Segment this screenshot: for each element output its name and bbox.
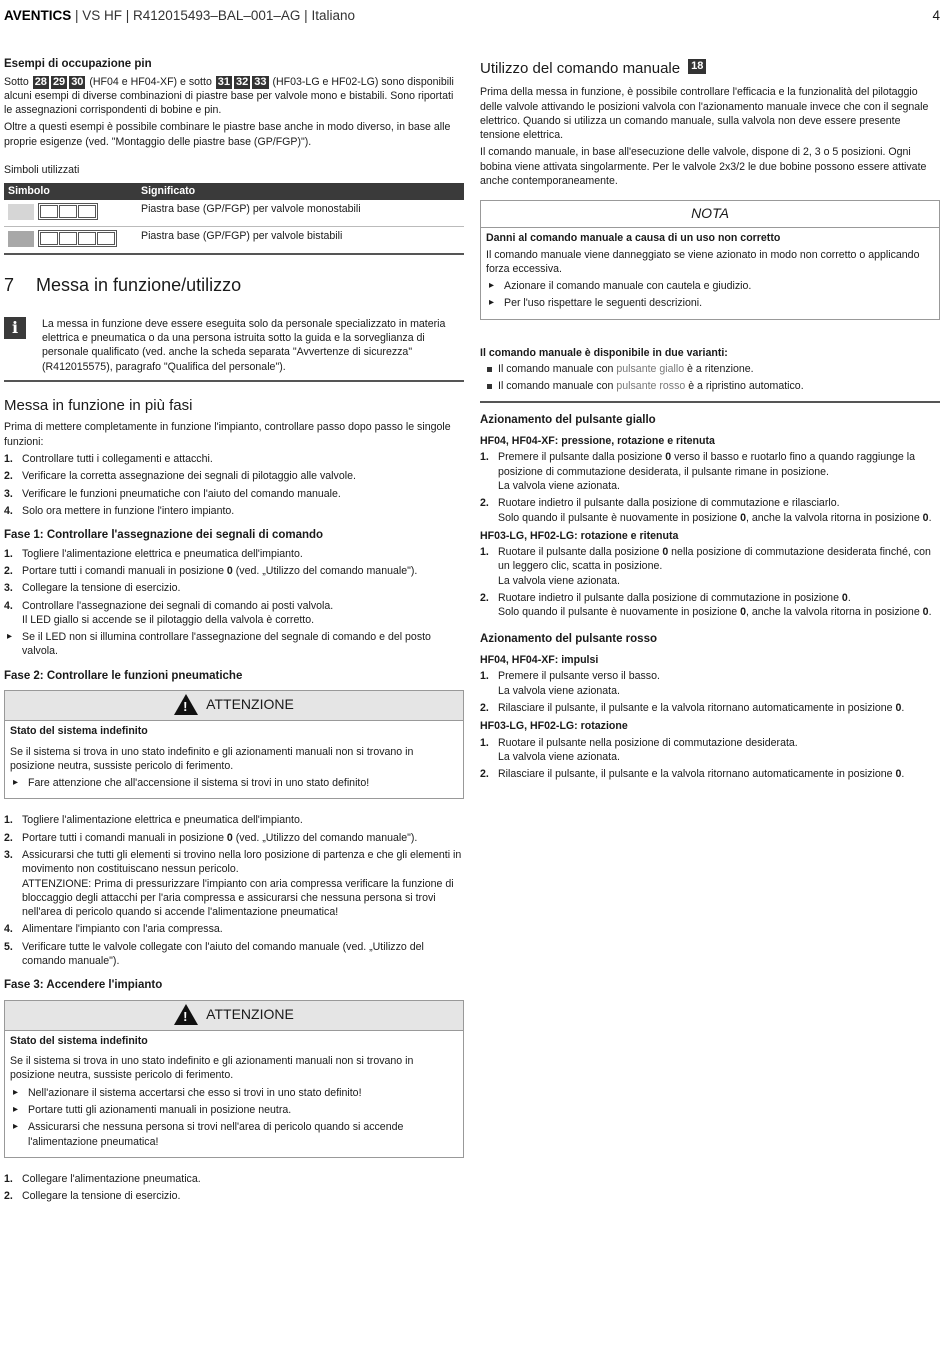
- warning-box: ! ATTENZIONE Stato del sistema indefinito Se il sistema si trova in uno stato indefinito e gli azionamenti manuali non si trovano in posizione neutra, sussiste pericolo di ferimento. ▸ Nell'azionare il sistema accertarsi che esso si trovi in uno stato definito! ▸ Portare tutti gli azionamenti manuali in posizione neutra. ▸ Assicurarsi che nessuna persona si trovi nell'area di pericolo quando si accende l'alimentazione pneumatica!: [4, 1000, 464, 1158]
- cm-title: Utilizzo del comando manuale 18: [480, 59, 940, 79]
- fig-badge: 31: [217, 75, 231, 88]
- red-hf04-list: [480, 669, 940, 715]
- list-item: 1. Togliere l'alimentazione elettrica e pneumatica dell'impianto.: [4, 547, 303, 560]
- fase3-title: Fase 3: Accendere l'impianto: [4, 979, 163, 992]
- info-icon: i: [4, 317, 26, 339]
- section-7-heading: 7 Messa in funzione/utilizzo: [4, 274, 242, 295]
- col-header-symbol: Simbolo: [4, 183, 137, 199]
- list-item: ▸ Se il LED non si illumina controllare l'assegnazione del segnale di comando e del posto valvola.: [4, 630, 464, 659]
- fig-badge: 29: [52, 75, 66, 88]
- red-hf04-title: HF04, HF04-XF: impulsi: [480, 654, 599, 667]
- list-item: 1. Ruotare il pulsante nella posizione di commutazione desiderata. La valvola viene azionata.: [480, 736, 798, 763]
- red-hf03-title: HF03-LG, HF02-LG: rotazione: [480, 720, 628, 733]
- list-item: 2. Verificare la corretta assegnazione dei segnali di pilotaggio alle valvole.: [4, 470, 356, 483]
- fase2-title: Fase 2: Controllare le funzioni pneumatiche: [4, 669, 243, 682]
- table-row: [4, 226, 464, 254]
- fasi-title: Messa in funzione in più fasi: [4, 397, 193, 415]
- list-item: 1. Controllare tutti i collegamenti e attacchi.: [4, 452, 213, 465]
- list-item: 2. Rilasciare il pulsante, il pulsante e la valvola ritornano automaticamente in posizione 0.: [480, 768, 905, 781]
- left-column: [4, 57, 464, 1207]
- info-text: La messa in funzione deve essere eseguita solo da personale specializzato in materia elettrica e pneumatica o da una persona istruita sotto la guida e la sorveglianza di personale qualificato (ved. anche la scheda separata "Avvertenze di sicurezza" (R412015575), paragrafo "Qualifica del personale").: [42, 317, 446, 373]
- fig-badge: 18: [688, 59, 706, 74]
- table-cell: Piastra base (GP/FGP) per valvole bistabili: [137, 226, 464, 254]
- yellow-hf04-title: HF04, HF04-XF: pressione, rotazione e ritenuta: [480, 435, 715, 448]
- fase3-list: [4, 1172, 464, 1204]
- occ-paragraph-1: Sotto 28 29 30 (HF04 e HF04-XF) e sotto 31 32 33 (HF03-LG e HF02-LG) sono disponibili alcuni esempi di diverse combinazioni di piastre base per valvole mono e bistabili. Sono riportati le assegnazioni corrispondenti di bobine e pin.: [4, 75, 454, 117]
- yellow-hf03-list: [480, 545, 940, 619]
- header-doc: | VS HF | R412015493–BAL–001–AG | Italiano: [71, 8, 355, 23]
- yellow-hf03-title: HF03-LG, HF02-LG: rotazione e ritenuta: [480, 529, 679, 542]
- list-item: 2. Rilasciare il pulsante, il pulsante e la valvola ritornano automaticamente in posizione 0.: [480, 702, 905, 715]
- list-item: 3. Collegare la tensione di esercizio.: [4, 582, 181, 595]
- symbols-title: Simboli utilizzati: [4, 164, 80, 176]
- cm-paragraph-2: Il comando manuale, in base all'esecuzione delle valvole, dispone di 2, 3 o 5 posizioni. Ogni bobina viene attivata singolarmente. Per le valvole 2x3/2 le due bobine possono essere attivate anche contemporaneamente.: [480, 146, 927, 188]
- fase1-bullets: [4, 630, 464, 659]
- list-item: 4. Controllare l'assegnazione dei segnali di comando ai posti valvola. Il LED giallo si accende se il pilotaggio della valvola è corretto.: [4, 599, 334, 626]
- list-item: 1. Togliere l'alimentazione elettrica e pneumatica dell'impianto.: [4, 814, 303, 827]
- page-number: 4: [932, 8, 940, 23]
- fase2-list: [4, 813, 464, 968]
- list-item: 3. Verificare le funzioni pneumatiche con l'aiuto del comando manuale.: [4, 487, 341, 500]
- red-title: Azionamento del pulsante rosso: [480, 632, 657, 645]
- fasi-list: [4, 452, 464, 518]
- table-cell: Piastra base (GP/FGP) per valvole monostabili: [137, 200, 464, 227]
- yellow-title: Azionamento del pulsante giallo: [480, 413, 656, 426]
- list-item: 2. Ruotare indietro il pulsante dalla posizione di commutazione e rilasciarlo. Solo quando il pulsante è nuovamente in posizione 0, anche la valvola ritorna in posizione 0.: [480, 497, 932, 524]
- info-box: [4, 317, 464, 382]
- warning-triangle-icon: !: [174, 694, 198, 715]
- fig-badge: 33: [254, 75, 267, 88]
- list-item: 1. Premere il pulsante verso il basso. La valvola viene azionata.: [480, 670, 660, 697]
- page-header: [4, 7, 355, 25]
- symbols-table: [4, 183, 464, 254]
- col-header-meaning: Significato: [137, 183, 464, 199]
- brand: AVENTICS: [4, 8, 72, 23]
- table-row: [4, 200, 464, 227]
- right-column: [480, 57, 940, 785]
- bi-swatch: [8, 231, 34, 247]
- occ-title: Esempi di occupazione pin: [4, 58, 152, 70]
- list-item: 1. Ruotare il pulsante dalla posizione 0 nella posizione di commutazione desiderata finché, con un leggero clic, scatta in posizione. La valvola viene azionata.: [480, 546, 931, 587]
- list-item: 1. Collegare l'alimentazione pneumatica.: [4, 1172, 201, 1185]
- warning-triangle-icon: !: [174, 1004, 198, 1025]
- list-item: 4. Alimentare l'impianto con l'aria compressa.: [4, 923, 223, 936]
- yellow-hf04-list: [480, 450, 940, 524]
- fig-badge: 30: [71, 75, 84, 88]
- list-item: Il comando manuale con pulsante giallo è a ritenzione.: [480, 362, 940, 376]
- list-item: 2. Portare tutti i comandi manuali in posizione 0 (ved. „Utilizzo del comando manuale").: [4, 564, 418, 577]
- mono-swatch: [8, 204, 34, 220]
- list-item: 2. Ruotare indietro il pulsante dalla posizione di commutazione in posizione 0. Solo quando il pulsante è nuovamente in posizione 0, anche la valvola ritorna in posizione 0.: [480, 592, 932, 619]
- list-item: 2. Portare tutti i comandi manuali in posizione 0 (ved. „Utilizzo del comando manuale").: [4, 831, 418, 844]
- red-hf03-list: [480, 736, 940, 782]
- list-item: 1. Premere il pulsante dalla posizione 0 verso il basso e ruotarlo fino a quando raggiunge la posizione di commutazione desiderata, il pulsante rimane in posizione. La valvola viene azionata.: [480, 451, 915, 492]
- list-item: 2. Collegare la tensione di esercizio.: [4, 1190, 181, 1203]
- mono-plate-icon: [38, 203, 98, 220]
- note-box: NOTA Danni al comando manuale a causa di un uso non corretto Il comando manuale viene danneggiato se viene azionato in modo non corretto o applicando forza eccessiva. ▸ Azionare il comando manuale con cautela e giudizio. ▸ Per l'uso rispettare le seguenti descrizioni.: [480, 200, 940, 319]
- fase1-list: [4, 547, 464, 627]
- warning-box: ! ATTENZIONE Stato del sistema indefinito Se il sistema si trova in uno stato indefinito e gli azionamenti manuali non si trovano in posizione neutra, sussiste pericolo di ferimento. ▸ Fare attenzione che all'accensione il sistema si trovi in uno stato definito!: [4, 690, 464, 799]
- variants-block: Il comando manuale è disponibile in due varianti: Il comando manuale con pulsante giallo è a ritenzione. Il comando manuale con pulsante rosso è a ripristino automatico.: [480, 346, 940, 403]
- fig-badge: 32: [236, 75, 249, 88]
- list-item: 3. Assicurarsi che tutti gli elementi si trovino nella loro posizione di partenza e che gli elementi in movimento non costituiscano nessun pericolo. ATTENZIONE: Prima di pressurizzare l'impianto con aria compressa verificare la funzione di bloccaggio degli attacchi per l'aria compressa e assicurarsi che nessuna persona si trovi nell'area di pericolo quando si accende l'alimentazione pneumatica!: [4, 849, 462, 919]
- occ-paragraph-2: Oltre a questi esempi è possibile combinare le piastre base anche in modo diverso, in base alle proprie esigenze (ved. "Montaggio delle piastre base (GP/FGP)").: [4, 121, 451, 148]
- list-item: 4. Solo ora mettere in funzione l'intero impianto.: [4, 504, 235, 517]
- cm-paragraph-1: Prima della messa in funzione, è possibile controllare l'efficacia e la funzionalità del pilotaggio delle valvole attivando le posizioni valvola con l'azionamento manuale invece che con il segnale elettrico. Quando si utilizza un comando manuale, sulla valvola non deve essere presente tensione elettrica.: [480, 86, 929, 142]
- fasi-intro: Prima di mettere completamente in funzione l'impianto, controllare passo dopo passo le singole funzioni:: [4, 421, 451, 448]
- note-label: NOTA: [481, 201, 939, 228]
- fig-badge: 28: [34, 75, 47, 88]
- list-item: Il comando manuale con pulsante rosso è a ripristino automatico.: [480, 379, 940, 393]
- fase1-title: Fase 1: Controllare l'assegnazione dei segnali di comando: [4, 529, 324, 542]
- bi-plate-icon: [38, 230, 117, 247]
- list-item: 5. Verificare tutte le valvole collegate con l'aiuto del comando manuale (ved. „Utilizzo del comando manuale").: [4, 940, 424, 968]
